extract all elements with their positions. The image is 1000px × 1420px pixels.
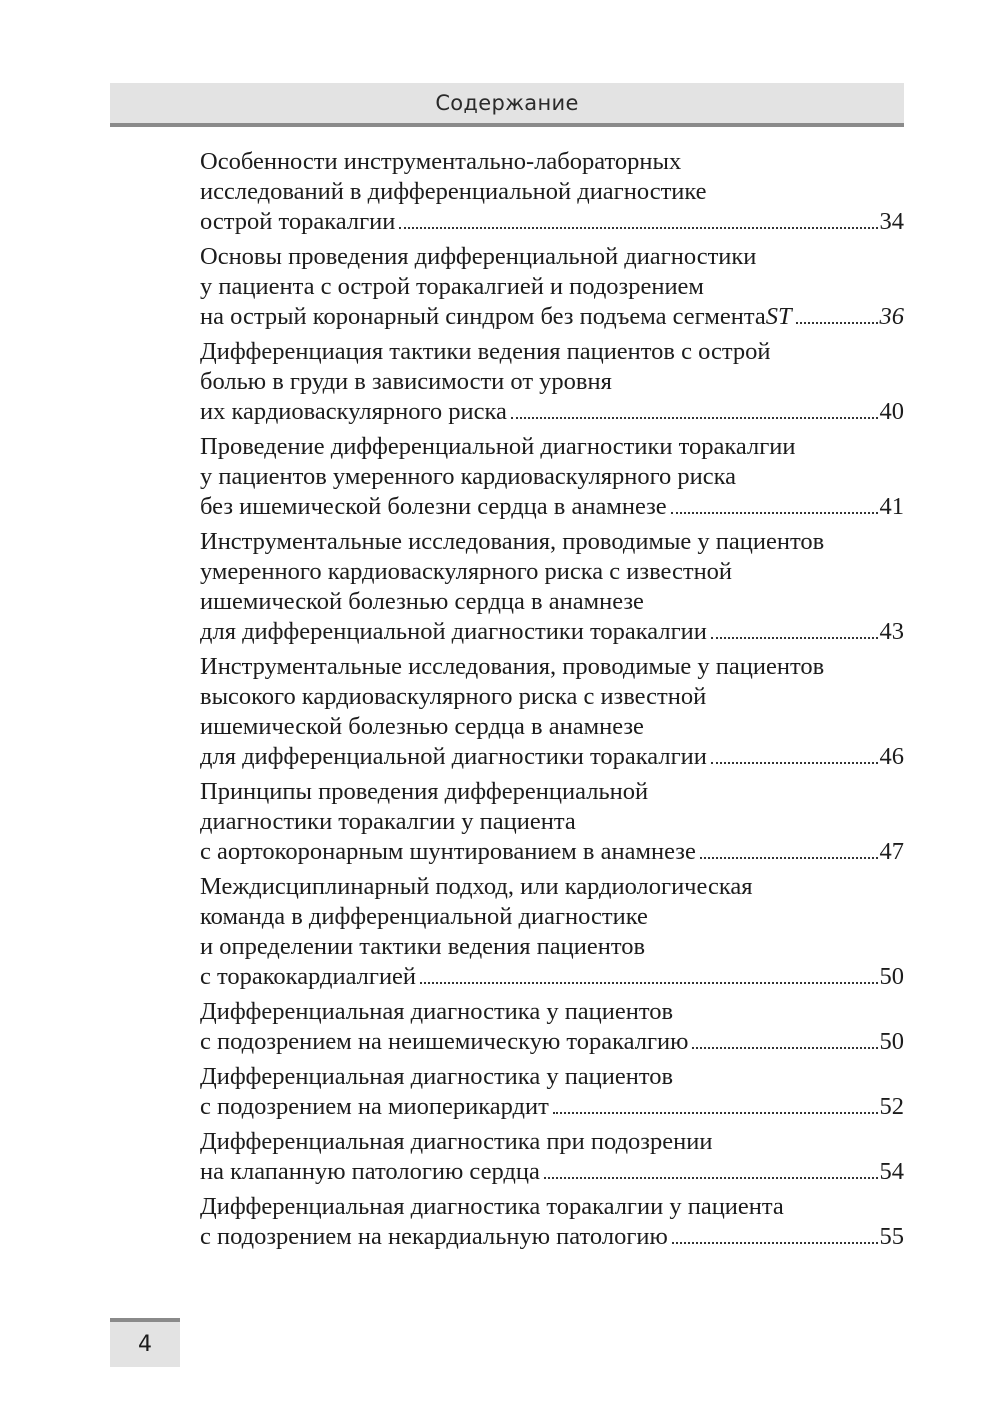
- toc-entry-text: ишемической болезнью сердца в анамнезе: [200, 713, 644, 740]
- toc-entry-last-line: [200, 837, 904, 867]
- toc-entry-text: с аортокоронарным шунтированием в анамнезе: [200, 838, 696, 865]
- dot-leader: [544, 1177, 878, 1179]
- toc-entry-text: команда в дифференциальной диагностике: [200, 903, 648, 930]
- toc-entry-text: Особенности инструментально-лабораторных: [200, 148, 682, 175]
- dot-leader: [672, 1242, 878, 1244]
- toc-entry-line: [200, 682, 904, 712]
- header-title: Содержание: [435, 91, 579, 115]
- toc-entry-text: с подозрением на неишемическую торакалгию: [200, 1028, 689, 1055]
- toc-entry-line: [200, 997, 904, 1027]
- toc-entry-line: [200, 462, 904, 492]
- toc-entry-text: Инструментальные исследования, проводимые у пациентов: [200, 653, 825, 680]
- toc-entry-last-line: [200, 1027, 904, 1057]
- toc-entry-text: Дифференциальная диагностика торакалгии у пациента: [200, 1193, 784, 1220]
- toc-entry-line: [200, 872, 904, 902]
- toc-entry-text: Инструментальные исследования, проводимые у пациентов: [200, 528, 825, 555]
- toc-entry[interactable]: [200, 777, 904, 867]
- toc-entry-text: и определении тактики ведения пациентов: [200, 933, 646, 960]
- toc-entry-text: Дифференциальная диагностика у пациентов: [200, 1063, 674, 1090]
- toc-entry-text: умеренного кардиоваскулярного риска с известной: [200, 558, 733, 585]
- toc-entry-text: Дифференциация тактики ведения пациентов с острой: [200, 338, 771, 365]
- toc-entry-line: [200, 557, 904, 587]
- toc-page-number: 50: [879, 963, 904, 990]
- toc-entry-line: [200, 1062, 904, 1092]
- toc-entry-line: [200, 337, 904, 367]
- toc-entry-line: [200, 432, 904, 462]
- toc-entry-text: диагностики торакалгии у пациента: [200, 808, 576, 835]
- toc-entry-text: с подозрением на миоперикардит: [200, 1093, 549, 1120]
- toc-entry-line: [200, 242, 904, 272]
- toc-entry-text: Проведение дифференциальной диагностики торакалгии: [200, 433, 796, 460]
- dot-leader: [553, 1112, 878, 1114]
- toc-entry-text: болью в груди в зависимости от уровня: [200, 368, 612, 395]
- toc-entry-text: у пациента с острой торакалгией и подозрением: [200, 273, 704, 300]
- toc-entry-last-line: [200, 742, 904, 772]
- toc-entry-text: Принципы проведения дифференциальной: [200, 778, 649, 805]
- dot-leader: [692, 1047, 877, 1049]
- toc-entry-line: [200, 367, 904, 397]
- dot-leader: [399, 227, 877, 229]
- toc-entry-text: острой торакалгии: [200, 208, 396, 235]
- toc-entry-text: Дифференциальная диагностика у пациентов: [200, 998, 674, 1025]
- toc-entry[interactable]: [200, 1192, 904, 1252]
- toc-entry[interactable]: [200, 242, 904, 332]
- toc-entry-line: [200, 527, 904, 557]
- toc-entry-text: ишемической болезнью сердца в анамнезе: [200, 588, 644, 615]
- toc-entry-last-line: [200, 1222, 904, 1252]
- toc-page-number: 34: [879, 208, 904, 235]
- toc-entry-line: [200, 1192, 904, 1222]
- dot-leader: [711, 762, 878, 764]
- toc-entry-line: [200, 807, 904, 837]
- toc-entry[interactable]: [200, 997, 904, 1057]
- toc-entry-last-line: [200, 1092, 904, 1122]
- toc-entry-text: для дифференциальной диагностики торакалгии: [200, 743, 707, 770]
- toc-entry-text: исследований в дифференциальной диагностике: [200, 178, 707, 205]
- toc-entry-last-line: [200, 207, 904, 237]
- toc-entry-last-line: [200, 397, 904, 427]
- page-number-box: [110, 1318, 180, 1367]
- toc-entry-line: [200, 712, 904, 742]
- toc-entry-last-line: [200, 1157, 904, 1187]
- toc-entry[interactable]: [200, 147, 904, 237]
- dot-leader: [700, 857, 878, 859]
- toc-page-number: 40: [879, 398, 904, 425]
- toc-entry-text: высокого кардиоваскулярного риска с известной: [200, 683, 707, 710]
- toc-entry-text: Междисциплинарный подход, или кардиологическая: [200, 873, 753, 900]
- toc-page-number: 36: [879, 303, 904, 330]
- toc-entry-text: их кардиоваскулярного риска: [200, 398, 507, 425]
- toc-page-number: 55: [879, 1223, 904, 1250]
- dot-leader: [420, 982, 877, 984]
- toc-entry-text: на клапанную патологию сердца: [200, 1158, 540, 1185]
- toc-entry[interactable]: [200, 652, 904, 772]
- toc-page-number: 46: [879, 743, 904, 770]
- toc-entry-line: [200, 587, 904, 617]
- toc-entry-text: Дифференциальная диагностика при подозрении: [200, 1128, 713, 1155]
- toc-page-number: 41: [879, 493, 904, 520]
- toc-entry-line: [200, 1127, 904, 1157]
- toc-page-number: 54: [879, 1158, 904, 1185]
- dot-leader: [671, 512, 878, 514]
- toc-entry[interactable]: [200, 337, 904, 427]
- toc-entry-text: у пациентов умеренного кардиоваскулярного риска: [200, 463, 737, 490]
- toc-entry-text: Основы проведения дифференциальной диагностики: [200, 243, 757, 270]
- toc-entry[interactable]: [200, 872, 904, 992]
- toc-entry-last-line: [200, 617, 904, 647]
- toc-page-number: 47: [879, 838, 904, 865]
- toc-entry-line: [200, 272, 904, 302]
- toc-entry-line: [200, 177, 904, 207]
- toc-entry-line: [200, 932, 904, 962]
- dot-leader: [711, 637, 878, 639]
- toc-entry-line: [200, 902, 904, 932]
- toc-entry[interactable]: [200, 1062, 904, 1122]
- toc-entry-text: с подозрением на некардиальную патологию: [200, 1223, 668, 1250]
- dot-leader: [796, 322, 878, 324]
- toc-entry-last-line: [200, 492, 904, 522]
- toc-page-number: 50: [879, 1028, 904, 1055]
- toc-entry-line: [200, 777, 904, 807]
- toc-entry[interactable]: [200, 1127, 904, 1187]
- table-of-contents: [200, 147, 904, 1257]
- dot-leader: [511, 417, 878, 419]
- toc-entry-last-line: [200, 302, 904, 332]
- toc-entry-italic-term: ST: [765, 303, 792, 330]
- toc-page-number: 52: [879, 1093, 904, 1120]
- toc-entry-text: для дифференциальной диагностики торакалгии: [200, 618, 707, 645]
- toc-entry-last-line: [200, 962, 904, 992]
- toc-entry-text: с торакокардиалгией: [200, 963, 417, 990]
- toc-page-number: 43: [879, 618, 904, 645]
- toc-entry-text: без ишемической болезни сердца в анамнезе: [200, 493, 667, 520]
- running-header: [110, 83, 904, 127]
- toc-entry-text: на острый коронарный синдром без подъема сегмента: [200, 303, 766, 330]
- toc-entry[interactable]: [200, 432, 904, 522]
- toc-entry[interactable]: [200, 527, 904, 647]
- toc-entry-line: [200, 147, 904, 177]
- page-number: 4: [138, 1332, 152, 1357]
- toc-entry-line: [200, 652, 904, 682]
